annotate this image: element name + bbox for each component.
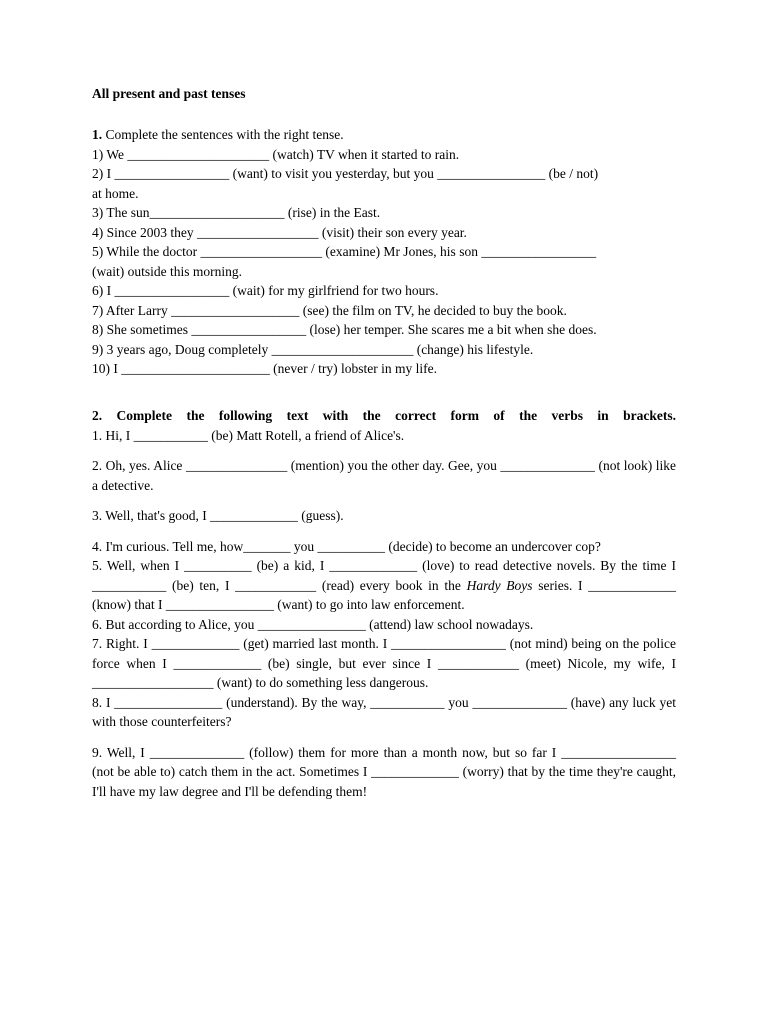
exercise-2-paragraph-7: 7. Right. I _____________ (get) married last month. I _________________ (not mind) being on the police force when I _____________ (be) single, but ever since I ____________ (meet) Nicole, my wife, I __________________ (want) to do something less dangerous. <box>92 636 676 690</box>
exercise-2-paragraph-9: 9. Well, I ______________ (follow) them for more than a month now, but so far I _________________ (not be able to) catch them in the act. Sometimes I _____________ (worry) that by the time they're caught, I'll have my law degree and I'll be defending them! <box>92 744 676 799</box>
exercise-1-line: 3) The sun____________________ (rise) in the East. <box>92 205 381 220</box>
exercise-1 <box>92 125 676 379</box>
exercise-2-heading: 2. Complete the following text with the correct form of the verbs in brackets. <box>92 408 676 423</box>
exercise-1-line: 8) She sometimes _________________ (lose) her temper. She scares me a bit when she does. <box>92 322 597 337</box>
exercise-1-number: 1. <box>92 127 103 142</box>
exercise-1-line: 4) Since 2003 they __________________ (visit) their son every year. <box>92 224 467 240</box>
exercise-1-line: 6) I _________________ (wait) for my girlfriend for two hours. <box>92 283 439 298</box>
hardy-boys-title: Hardy Boys <box>466 577 533 593</box>
exercise-2-paragraph-1: 1. Hi, I ___________ (be) Matt Rotell, a friend of Alice's. <box>92 427 405 443</box>
exercise-1-instruction: Complete the sentences with the right tense. <box>102 127 344 142</box>
exercise-2-paragraph-3: 3. Well, that's good, I _____________ (guess). <box>92 508 344 523</box>
exercise-1-line: 5) While the doctor __________________ (examine) Mr Jones, his son _________________ <box>92 244 597 259</box>
worksheet-title: All present and past tenses <box>92 86 246 101</box>
exercise-2-paragraph-2: 2. Oh, yes. Alice _______________ (mention) you the other day. Gee, you ______________ (not look) like a detective. <box>92 458 676 493</box>
exercise-2-paragraph-5-part-a: 5. Well, when I __________ (be) a kid, I _____________ (love) to read detective novels. By the time I ___________ (be) ten, I ____________ (read) every book in the <box>92 558 676 593</box>
exercise-2-paragraph-4: 4. I'm curious. Tell me, how_______ you __________ (decide) to become an undercover cop? <box>92 538 601 554</box>
exercise-1-line: 2) I _________________ (want) to visit you yesterday, but you ________________ (be / not) <box>92 166 599 181</box>
exercise-2 <box>92 406 676 801</box>
exercise-1-line: at home. <box>92 185 139 201</box>
exercise-1-line: 1) We _____________________ (watch) TV when it started to rain. <box>92 146 460 162</box>
exercise-1-line: 10) I ______________________ (never / try) lobster in my life. <box>92 361 437 376</box>
exercise-2-paragraph-5 <box>92 556 676 615</box>
exercise-1-line: 9) 3 years ago, Doug completely _____________________ (change) his lifestyle. <box>92 341 534 357</box>
exercise-2-paragraph-8: 8. I ________________ (understand). By the way, ___________ you ______________ (have) any luck yet with those counterfeiters? <box>92 694 676 729</box>
exercise-2-paragraph-6: 6. But according to Alice, you ________________ (attend) law school nowadays. <box>92 616 534 632</box>
exercise-2-paragraph-5-part-b: series. I _____________ (know) that I ________________ (want) to go into law enforcement. <box>92 577 676 612</box>
exercise-1-heading <box>92 125 676 145</box>
exercise-1-line: 7) After Larry ___________________ (see) the film on TV, he decided to buy the book. <box>92 302 567 318</box>
exercise-1-line: (wait) outside this morning. <box>92 263 242 279</box>
